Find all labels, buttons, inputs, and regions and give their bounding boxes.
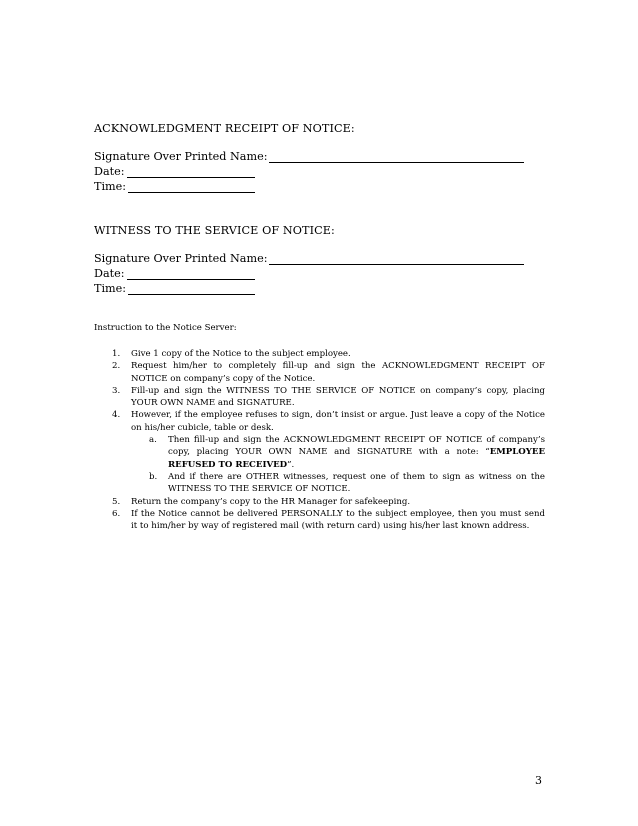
sub-item-text [168, 434, 545, 471]
witness-signature-field [94, 252, 524, 265]
witness-date-line [127, 268, 255, 280]
list-item [112, 385, 545, 410]
list-item-text: Give 1 copy of the Notice to the subject employee. [131, 349, 351, 359]
list-item-number: 1. [112, 349, 121, 359]
list-item [112, 496, 545, 508]
sub-item-letter: b. [149, 471, 158, 482]
list-item-number: 2. [112, 361, 121, 372]
ack-time-label: Time: [94, 180, 127, 193]
witness-time-line [128, 283, 255, 295]
witness-time-field [94, 282, 255, 295]
list-item-number: 6. [112, 508, 121, 519]
sub-list-item [149, 471, 545, 496]
witness-time-label: Time: [94, 282, 127, 295]
instructions-list [112, 348, 545, 532]
list-item [112, 409, 545, 434]
instructions-heading: Instruction to the Notice Server: [94, 323, 237, 333]
witness-date-field [94, 267, 255, 280]
list-item-text: Request him/her to completely fill-up and sign the ACKNOWLEDGMENT RECEIPT OF NOTICE on company’s copy of the Notice. [131, 361, 545, 384]
ack-date-field [94, 165, 255, 178]
witness-title: WITNESS TO THE SERVICE OF NOTICE: [94, 224, 335, 237]
sub-item-bold-note: EMPLOYEE REFUSED TO RECEIVED [168, 447, 545, 470]
ack-date-label: Date: [94, 165, 125, 178]
list-item [112, 348, 545, 360]
list-item-text: However, if the employee refuses to sign, don’t insist or argue. Just leave a copy of the Notice on his/her cubicle, table or desk. [131, 410, 545, 433]
list-item-text: If the Notice cannot be delivered PERSONALLY to the subject employee, then you must send it to him/her by way of registered mail (with return card) using his/her last known address. [131, 508, 545, 532]
ack-time-field [94, 180, 255, 193]
list-item [112, 508, 545, 533]
sub-item-text-after: ”. [287, 459, 295, 470]
list-item-text: Fill-up and sign the WITNESS TO THE SERVICE OF NOTICE on company’s copy, placing YOUR OWN NAME and SIGNATURE. [131, 385, 545, 409]
ack-title: ACKNOWLEDGMENT RECEIPT OF NOTICE: [94, 122, 355, 135]
list-item [112, 360, 545, 385]
sub-item-text-before: Then fill-up and sign the ACKNOWLEDGMENT RECEIPT OF NOTICE of company’s copy, placing YOUR OWN NAME and SIGNATURE with a note: “ [168, 435, 545, 458]
list-item-number: 3. [112, 385, 121, 396]
ack-date-line [127, 166, 255, 178]
sub-list-item [149, 434, 545, 471]
ack-time-line [128, 181, 255, 193]
sub-item-text: And if there are OTHER witnesses, request one of them to sign as witness on the WITNESS TO THE SERVICE OF NOTICE. [168, 471, 545, 495]
list-item-text: Return the company’s copy to the HR Manager for safekeeping. [131, 496, 411, 507]
witness-date-label: Date: [94, 267, 125, 280]
list-item-number: 5. [112, 496, 121, 507]
page-number: 3 [535, 774, 542, 787]
ack-signature-label: Signature Over Printed Name: [94, 150, 268, 163]
witness-signature-label: Signature Over Printed Name: [94, 252, 268, 265]
sub-item-letter: a. [149, 435, 157, 446]
list-item-number: 4. [112, 410, 121, 421]
ack-signature-line [269, 151, 524, 163]
witness-signature-line [269, 253, 524, 265]
ack-signature-field [94, 150, 524, 163]
